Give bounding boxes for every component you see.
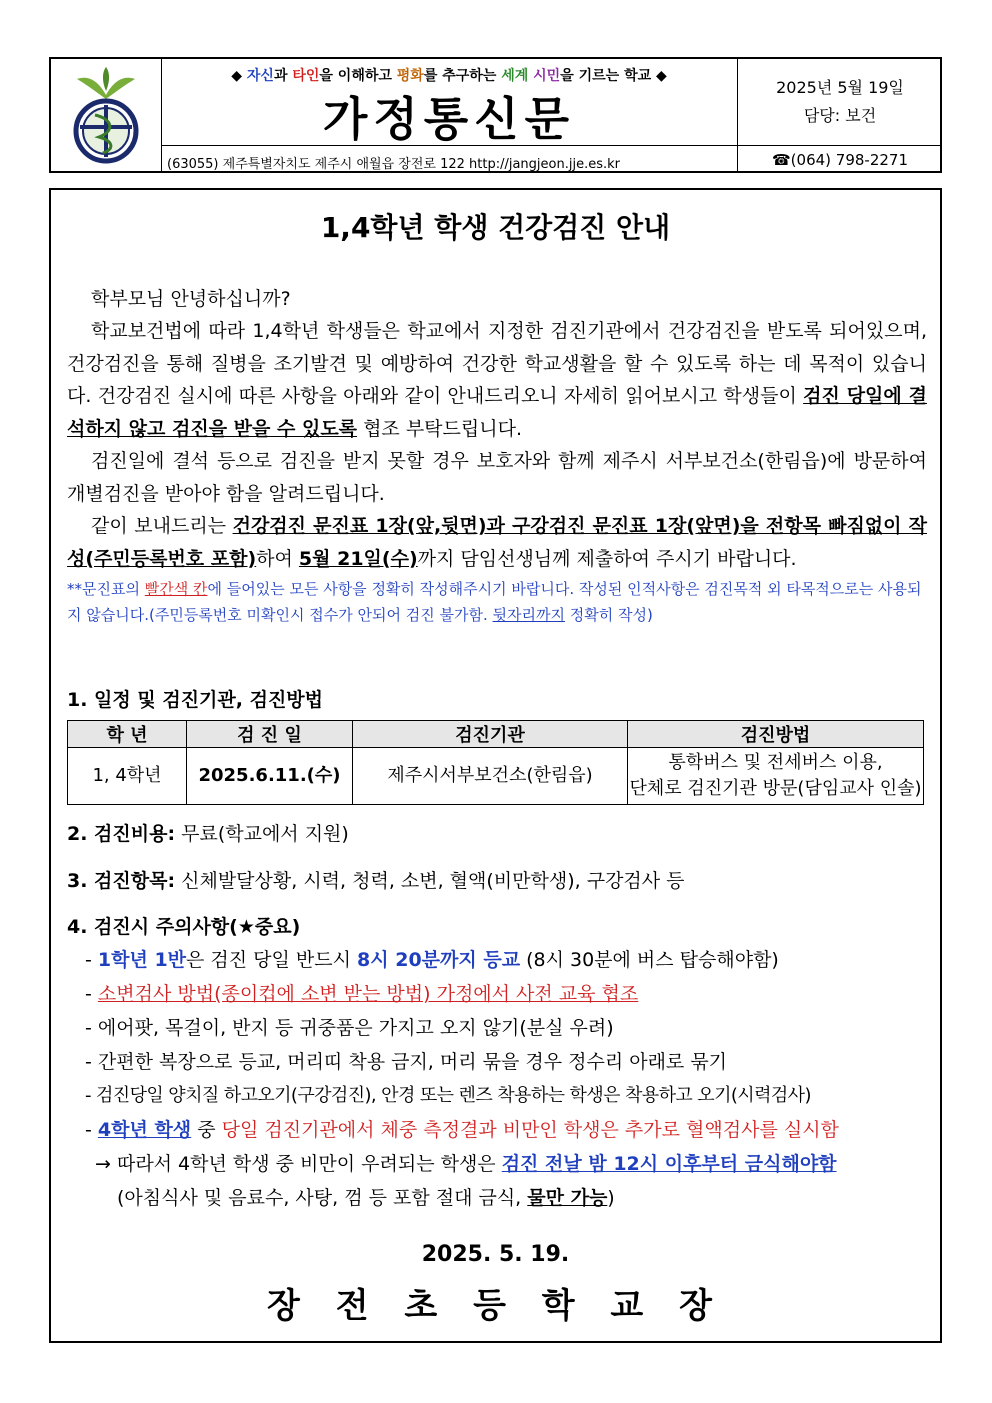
school-logo bbox=[65, 65, 147, 169]
section-1-heading: 1. 일정 및 검진기관, 검진방법 bbox=[67, 689, 324, 711]
caution-item-8: (아침식사 및 음료수, 사탕, 껌 등 포함 절대 금식, 물만 가능) bbox=[117, 1187, 615, 1209]
school-address: (63055) 제주특별자치도 제주시 애월읍 장전로 122 http://jangjeon.jje.es.kr bbox=[167, 157, 620, 172]
section-2: 2. 검진비용: 무료(학교에서 지원) bbox=[67, 823, 349, 845]
cell-grade: 1, 4학년 bbox=[68, 748, 187, 805]
caution-item-3: - 에어팟, 목걸이, 반지 등 귀중품은 가지고 오지 않기(분실 우려) bbox=[85, 1017, 614, 1039]
manager: 담당: 보건 bbox=[803, 106, 877, 125]
section-4-heading: 4. 검진시 주의사항(★중요) bbox=[67, 916, 301, 938]
greeting: 학부모님 안녕하십니까? bbox=[91, 288, 291, 310]
paragraph-1: 학교보건법에 따라 1,4학년 학생들은 학교에서 지정한 검진기관에서 건강검진을 받도록 되어있으며, 건강검진을 통해 질병을 조기발견 및 예방하여 건강한 학교생활을 할 수 있도록 하는 데 목적이 있습니다. 건강검진 실시에 따른 사항을 아래와 같이 안내드리오니 자세히 읽어보시고 학생들이 검진 당일에 결석하지 않고 검진을 받을 수 있도록 협조 부탁드립니다. bbox=[67, 320, 927, 440]
caution-item-4: - 간편한 복장으로 등교, 머리띠 착용 금지, 머리 묶을 경우 정수리 아래로 묶기 bbox=[85, 1051, 728, 1073]
principal-signature: 장 전 초 등 학 교 장 bbox=[267, 1286, 724, 1326]
school-motto: ◆ 자신과 타인을 이해하고 평화를 추구하는 세계 시민을 기르는 학교 ◆ bbox=[231, 68, 667, 84]
newsletter-header bbox=[49, 57, 942, 173]
cell-method: 통학버스 및 전세버스 이용, 단체로 검진기관 방문(담임교사 인솔) bbox=[628, 748, 924, 805]
schedule-table bbox=[67, 720, 924, 805]
section-3: 3. 검진항목: 신체발달상황, 시력, 청력, 소변, 혈액(비만학생), 구강검사 등 bbox=[67, 870, 685, 892]
caution-item-1: - 1학년 1반은 검진 당일 반드시 8시 20분까지 등교 (8시 30분에 버스 탑승해야함) bbox=[85, 949, 779, 971]
caution-item-2: - 소변검사 방법(종이컵에 소변 받는 방법) 가정에서 사전 교육 협조 bbox=[85, 983, 639, 1005]
col-grade: 학 년 bbox=[68, 721, 187, 748]
col-date: 검 진 일 bbox=[187, 721, 353, 748]
document-title: 1,4학년 학생 건강검진 안내 bbox=[320, 211, 671, 244]
paragraph-3: 같이 보내드리는 건강검진 문진표 1장(앞,뒷면)과 구강검진 문진표 1장(앞면)을 전항목 빠짐없이 작성(주민등록번호 포함)하여 5월 21일(수)까지 담임선생님께 제출하여 주시기 바랍니다. bbox=[67, 515, 927, 570]
form-note: **문진표의 빨간색 칸에 들어있는 모든 사항을 정확히 작성해주시기 바랍니다. 작성된 인적사항은 검진목적 외 타목적으로는 사용되지 않습니다.(주민등록번호 미확인시 접수가 안되어 검진 불가함. 뒷자리까지 정확히 작성) bbox=[67, 580, 922, 624]
notice-body bbox=[49, 188, 942, 1343]
newsletter-title: 가정통신문 bbox=[322, 92, 576, 146]
phone-icon: ☎ bbox=[771, 151, 791, 169]
table-header-row bbox=[68, 721, 924, 748]
cell-date: 2025.6.11.(수) bbox=[187, 748, 353, 805]
footer-date: 2025. 5. 19. bbox=[421, 1242, 570, 1267]
issue-date: 2025년 5월 19일 bbox=[776, 78, 904, 97]
col-institution: 검진기관 bbox=[353, 721, 628, 748]
school-phone: ☎(064) 798-2271 bbox=[771, 151, 908, 169]
cell-institution: 제주시서부보건소(한림읍) bbox=[353, 748, 628, 805]
table-row bbox=[68, 748, 924, 805]
paragraph-2: 검진일에 결석 등으로 검진을 받지 못할 경우 보호자와 함께 제주시 서부보건소(한림읍)에 방문하여 개별검진을 받아야 함을 알려드립니다. bbox=[67, 450, 927, 505]
caution-item-5: - 검진당일 양치질 하고오기(구강검진), 안경 또는 렌즈 착용하는 학생은 착용하고 오기(시력검사) bbox=[85, 1085, 811, 1106]
col-method: 검진방법 bbox=[628, 721, 924, 748]
caution-item-6: - 4학년 학생 중 당일 검진기관에서 체중 측정결과 비만인 학생은 추가로 혈액검사를 실시함 bbox=[85, 1119, 839, 1141]
caution-item-7: → 따라서 4학년 학생 중 비만이 우려되는 학생은 검진 전날 밤 12시 이후부터 금식해야함 bbox=[95, 1153, 837, 1175]
